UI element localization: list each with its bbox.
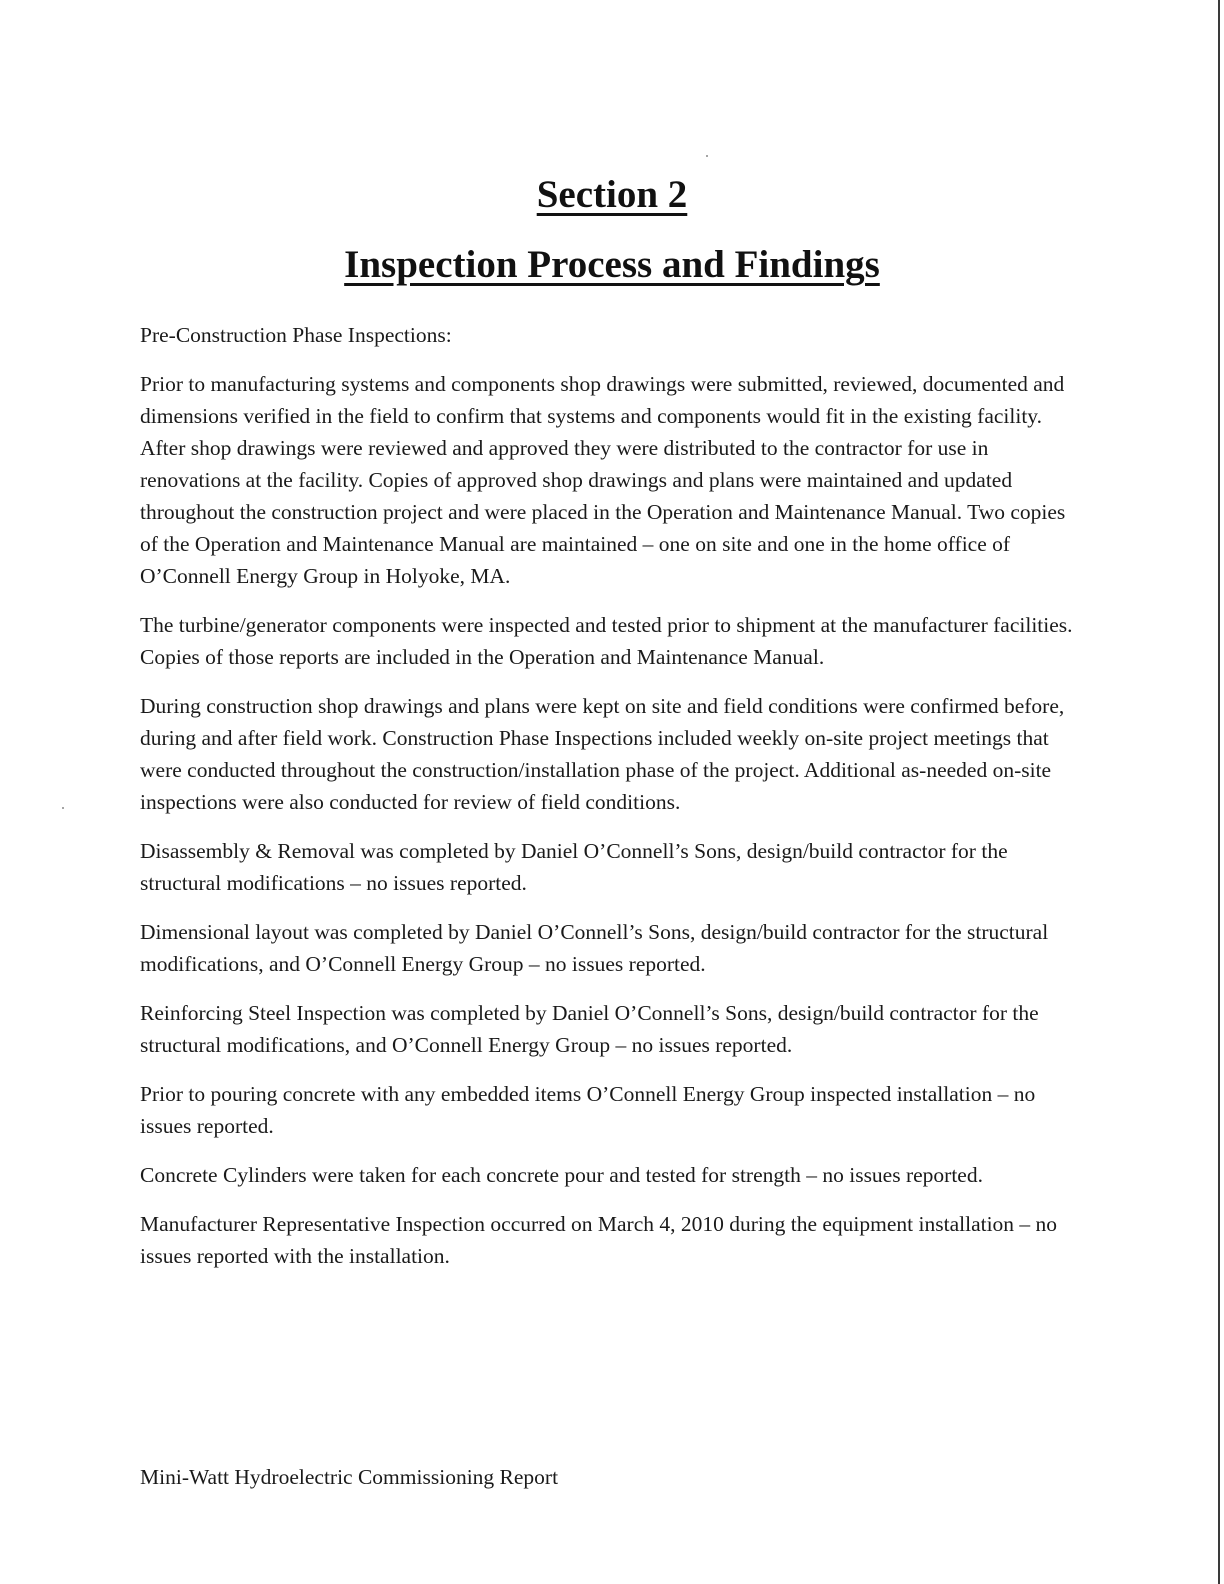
paragraph-turbine-generator: The turbine/generator components were inspected and tested prior to shipment at the manufacturer facilities. Copies of those reports are included in the Operation and Maintenance Manual. [140,613,1073,669]
document-body [140,319,1080,1289]
paragraph-manufacturer-inspection: Manufacturer Representative Inspection occurred on March 4, 2010 during the equipment installation – no issues reported with the installation. [140,1212,1058,1268]
paragraph-disassembly-removal: Disassembly & Removal was completed by Daniel O’Connell’s Sons, design/build contractor for the structural modifications – no issues reported. [140,839,1008,895]
subheading-pre-construction: Pre-Construction Phase Inspections: [140,323,452,347]
paragraph-concrete-cylinders: Concrete Cylinders were taken for each concrete pour and tested for strength – no issues reported. [140,1163,983,1187]
paragraph-reinforcing-steel: Reinforcing Steel Inspection was completed by Daniel O’Connell’s Sons, design/build contractor for the structural modifications, and O’Connell Energy Group – no issues reported. [140,1001,1039,1057]
section-header [0,160,1224,300]
page-footer: Mini-Watt Hydroelectric Commissioning Report [140,1465,559,1489]
paragraph-shop-drawings: Prior to manufacturing systems and components shop drawings were submitted, reviewed, documented and dimensions verified in the field to confirm that systems and components would fit in the existing facility. After shop drawings were reviewed and approved they were distributed to the contractor for use in renovations at the facility. Copies of approved shop drawings and plans were maintained and updated throughout the construction project and were placed in the Operation and Maintenance Manual. Two copies of the Operation and Maintenance Manual are maintained – one on site and one in the home office of O’Connell Energy Group in Holyoke, MA. [140,372,1066,588]
section-number: Section 2 [536,173,688,216]
paragraph-dimensional-layout: Dimensional layout was completed by Daniel O’Connell’s Sons, design/build contractor for the structural modifications, and O’Connell Energy Group – no issues reported. [140,920,1049,976]
scan-speck [706,155,708,157]
section-title: Inspection Process and Findings [344,243,880,286]
paragraph-embedded-items: Prior to pouring concrete with any embedded items O’Connell Energy Group inspected installation – no issues reported. [140,1082,1036,1138]
scan-speck [62,807,64,809]
paragraph-construction-phase: During construction shop drawings and plans were kept on site and field conditions were confirmed before, during and after field work. Construction Phase Inspections included weekly on-site project meetings that were conducted throughout the construction/installation phase of the project. Additional as-needed on-site inspections were also conducted for review of field conditions. [140,694,1065,814]
scan-edge-line [1218,0,1220,1584]
